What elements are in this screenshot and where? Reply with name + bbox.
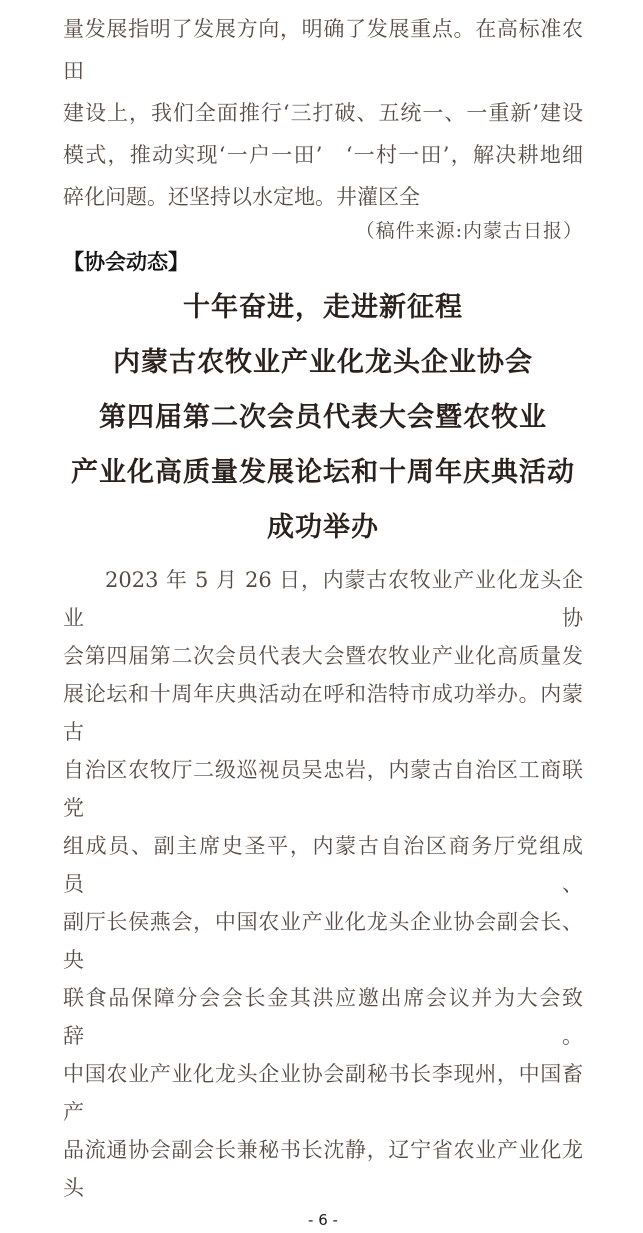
- title-line: 十年奋进，走进新征程: [183, 292, 463, 323]
- title-line: 第四届第二次会员代表大会暨农牧业: [99, 402, 547, 433]
- body-line: 中国农业产业化龙头企业协会副秘书长李现州，中国畜产: [63, 1062, 583, 1124]
- page-number: - 6 -: [308, 1211, 338, 1229]
- title-line: 成功举办: [267, 512, 379, 543]
- paragraph-line: 模式，推动实现‘一户一田’ ‘一村一田’，解决耕地细: [63, 143, 583, 167]
- article-title: [63, 280, 583, 555]
- title-line: 内蒙古农牧业产业化龙头企业协会: [113, 347, 533, 378]
- body-line: 2023 年 5 月 26 日，内蒙古农牧业产业化龙头企业协: [63, 568, 583, 630]
- section-header: 【协会动态】: [63, 250, 189, 274]
- paragraph-line: 量发展指明了发展方向，明确了发展重点。在高标准农田: [63, 17, 583, 83]
- article-body: [63, 561, 583, 1207]
- body-line: 品流通协会副会长兼秘书长沈静，辽宁省农业产业化龙头: [63, 1138, 583, 1200]
- title-line: 产业化高质量发展论坛和十周年庆典活动: [71, 457, 575, 488]
- body-line: 展论坛和十周年庆典活动在呼和浩特市成功举办。内蒙古: [63, 682, 583, 744]
- source-attribution: （稿件来源:内蒙古日报）: [355, 220, 583, 242]
- body-line: 组成员、副主席史圣平，内蒙古自治区商务厅党组成员、: [63, 834, 583, 896]
- body-line: 会第四届第二次会员代表大会暨农牧业产业化高质量发: [63, 644, 583, 668]
- body-line: 自治区农牧厅二级巡视员吴忠岩，内蒙古自治区工商联党: [63, 758, 583, 820]
- continued-paragraph: [63, 8, 583, 218]
- body-line: 联食品保障分会会长金其洪应邀出席会议并为大会致辞。: [63, 986, 583, 1048]
- paragraph-line: 碎化问题。还坚持以水定地。井灌区全: [63, 185, 420, 209]
- paragraph-line: 建设上，我们全面推行‘三打破、五统一、一重新’建设: [63, 101, 583, 125]
- body-line: 副厅长侯燕会，中国农业产业化龙头企业协会副会长、央: [63, 910, 583, 972]
